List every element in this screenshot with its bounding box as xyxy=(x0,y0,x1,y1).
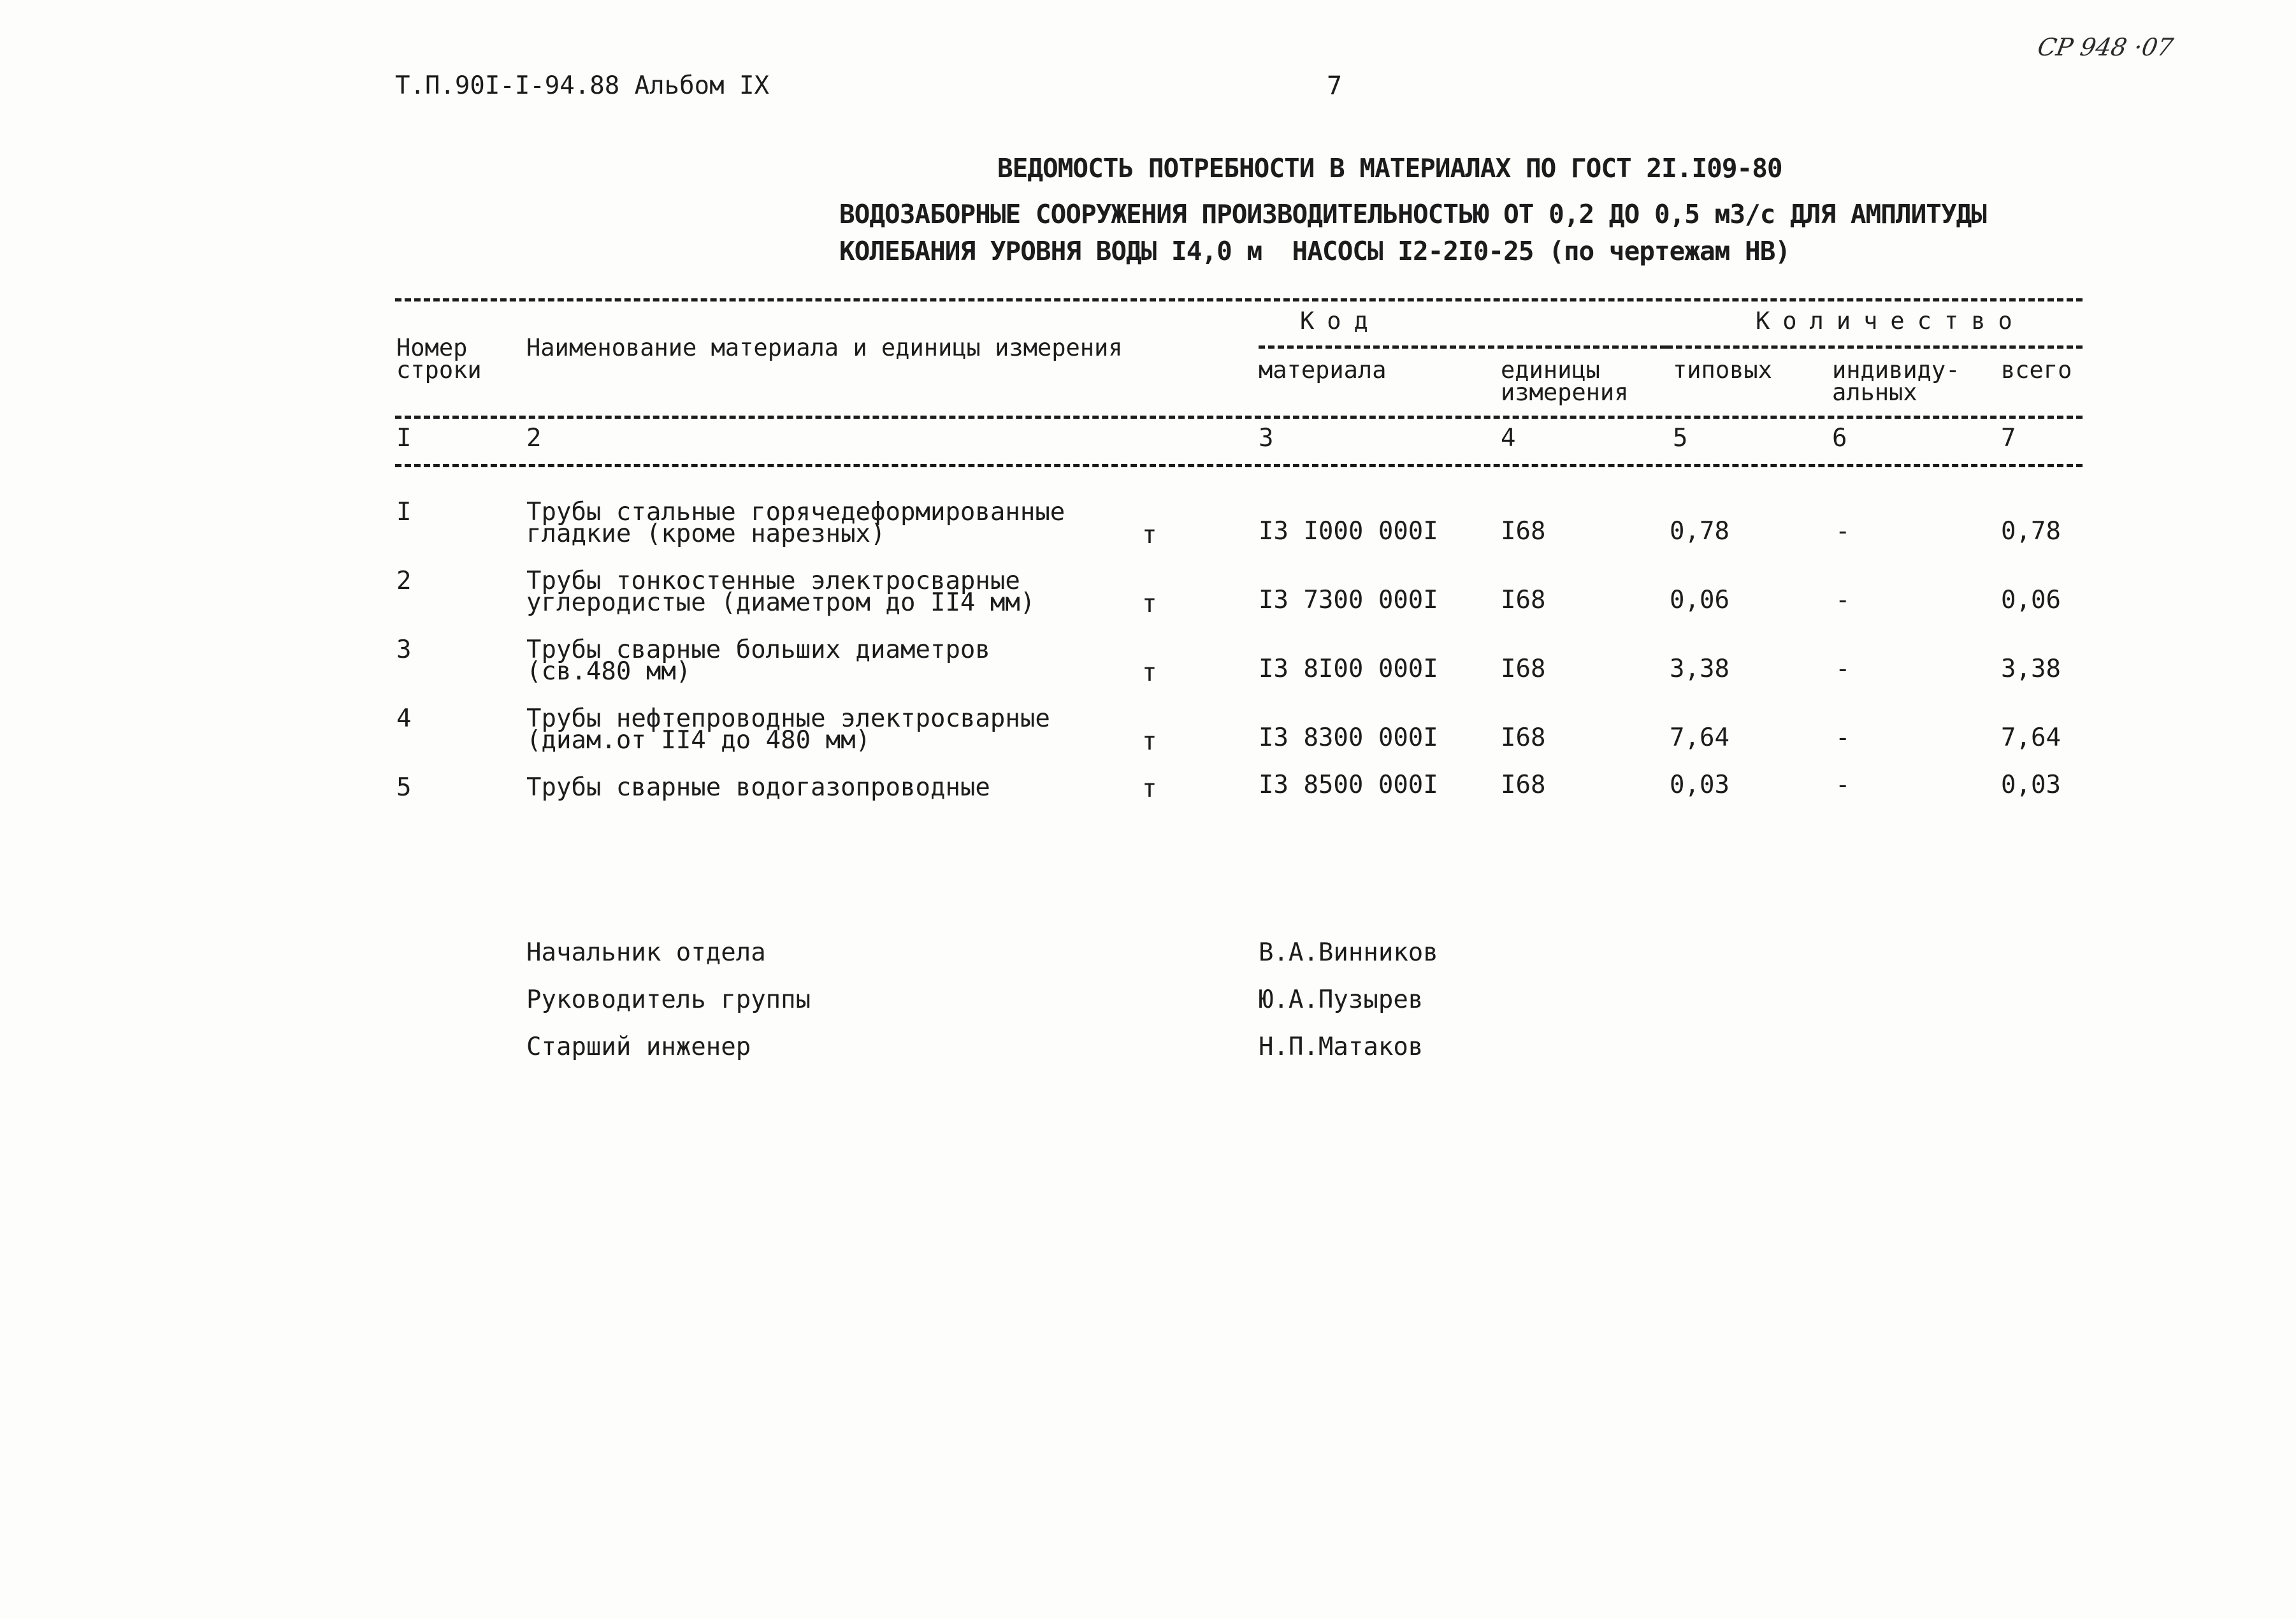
material-code: I3 8I00 000I xyxy=(1259,655,1438,683)
unit-of-measure: т xyxy=(1142,658,1157,687)
header-material-name: Наименование материала и единицы измерения xyxy=(526,334,1123,361)
quantity-total: 0,03 xyxy=(2001,771,2061,799)
quantity-typical: 7,64 xyxy=(1670,723,1729,752)
header-row-number-2: строки xyxy=(396,356,482,384)
column-numbers-rule xyxy=(395,464,2083,467)
unit-code: I68 xyxy=(1501,723,1546,752)
header-quantity-total: всего xyxy=(2001,356,2072,384)
quantity-total: 3,38 xyxy=(2001,655,2061,683)
signature-role: Старший инженер xyxy=(526,1033,751,1061)
column-number-5: 5 xyxy=(1673,424,1688,453)
quantity-group-rule xyxy=(1666,345,2083,349)
material-name-line-1: Трубы сварные водогазопроводные xyxy=(526,773,990,802)
header-quantity-individual-1: индивиду- xyxy=(1832,356,1960,384)
column-number-6: 6 xyxy=(1832,424,1847,453)
header-code-unit-1: единицы xyxy=(1501,356,1600,384)
header-row-number-1: Номер xyxy=(396,334,468,361)
document-subtitle-line-1: ВОДОЗАБОРНЫЕ СООРУЖЕНИЯ ПРОИЗВОДИТЕЛЬНОСТЬЮ ОТ 0,2 ДО 0,5 м3/с ДЛЯ АМПЛИТУДЫ xyxy=(839,199,1986,229)
table-top-rule xyxy=(395,298,2083,301)
material-name-line-2: гладкие (кроме нарезных) xyxy=(526,519,886,548)
row-number: 5 xyxy=(396,773,412,802)
signature-name: Ю.А.Пузырев xyxy=(1259,985,1424,1014)
document-reference: Т.П.90I-I-94.88 Альбом IX xyxy=(395,71,769,100)
column-number-1: I xyxy=(396,424,412,453)
quantity-individual: - xyxy=(1835,655,1851,683)
material-code: I3 8300 000I xyxy=(1259,723,1438,752)
header-quantity-group: Количество xyxy=(1756,307,2025,335)
unit-of-measure: т xyxy=(1142,590,1157,618)
material-code: I3 I000 000I xyxy=(1259,517,1438,546)
material-name-line-1: Трубы стальные горячедеформированные xyxy=(526,498,1065,526)
quantity-typical: 0,06 xyxy=(1670,586,1729,614)
column-number-7: 7 xyxy=(2001,424,2016,453)
row-number: 4 xyxy=(396,704,412,733)
unit-code: I68 xyxy=(1501,517,1546,546)
unit-of-measure: т xyxy=(1142,521,1157,549)
row-number: I xyxy=(396,498,412,526)
quantity-individual: - xyxy=(1835,586,1851,614)
unit-of-measure: т xyxy=(1142,727,1157,756)
quantity-total: 0,78 xyxy=(2001,517,2061,546)
row-number: 3 xyxy=(396,635,412,664)
column-number-4: 4 xyxy=(1501,424,1516,453)
header-code-material: материала xyxy=(1259,356,1387,384)
unit-code: I68 xyxy=(1501,586,1546,614)
page-number: 7 xyxy=(1327,71,1343,101)
handwritten-stamp: СР 948 ·07 xyxy=(2035,33,2176,61)
signature-name: Н.П.Матаков xyxy=(1259,1033,1424,1061)
row-number: 2 xyxy=(396,567,412,595)
material-name-line-1: Трубы тонкостенные электросварные xyxy=(526,567,1020,595)
header-quantity-typical: типовых xyxy=(1673,356,1772,384)
unit-code: I68 xyxy=(1501,771,1546,799)
signature-role: Начальник отдела xyxy=(526,938,766,967)
signature-name: В.А.Винников xyxy=(1259,938,1438,967)
quantity-typical: 0,78 xyxy=(1670,517,1729,546)
quantity-individual: - xyxy=(1835,517,1851,546)
code-group-rule xyxy=(1259,345,1666,349)
quantity-individual: - xyxy=(1835,771,1851,799)
header-quantity-individual-2: альных xyxy=(1832,379,1917,406)
quantity-total: 7,64 xyxy=(2001,723,2061,752)
document-title: ВЕДОМОСТЬ ПОТРЕБНОСТИ В МАТЕРИАЛАХ ПО ГОСТ 2I.I09-80 xyxy=(997,153,1782,184)
material-name-line-2: углеродистые (диаметром до II4 мм) xyxy=(526,588,1036,617)
quantity-individual: - xyxy=(1835,723,1851,752)
quantity-typical: 3,38 xyxy=(1670,655,1729,683)
material-name-line-1: Трубы сварные больших диаметров xyxy=(526,635,990,664)
column-number-3: 3 xyxy=(1259,424,1274,453)
material-code: I3 7300 000I xyxy=(1259,586,1438,614)
material-name-line-1: Трубы нефтепроводные электросварные xyxy=(526,704,1050,733)
quantity-typical: 0,03 xyxy=(1670,771,1729,799)
column-number-2: 2 xyxy=(526,424,542,453)
material-code: I3 8500 000I xyxy=(1259,771,1438,799)
header-code-group: Код xyxy=(1300,307,1381,335)
signature-role: Руководитель группы xyxy=(526,985,811,1014)
quantity-total: 0,06 xyxy=(2001,586,2061,614)
header-bottom-rule xyxy=(395,416,2083,419)
header-code-unit-2: измерения xyxy=(1501,379,1629,406)
document-subtitle-line-2: КОЛЕБАНИЯ УРОВНЯ ВОДЫ I4,0 м НАСОСЫ I2-2I0-25 (по чертежам НВ) xyxy=(839,236,1791,266)
material-name-line-2: (диам.от II4 до 480 мм) xyxy=(526,726,871,755)
material-name-line-2: (св.480 мм) xyxy=(526,657,691,686)
unit-code: I68 xyxy=(1501,655,1546,683)
unit-of-measure: т xyxy=(1142,774,1157,803)
